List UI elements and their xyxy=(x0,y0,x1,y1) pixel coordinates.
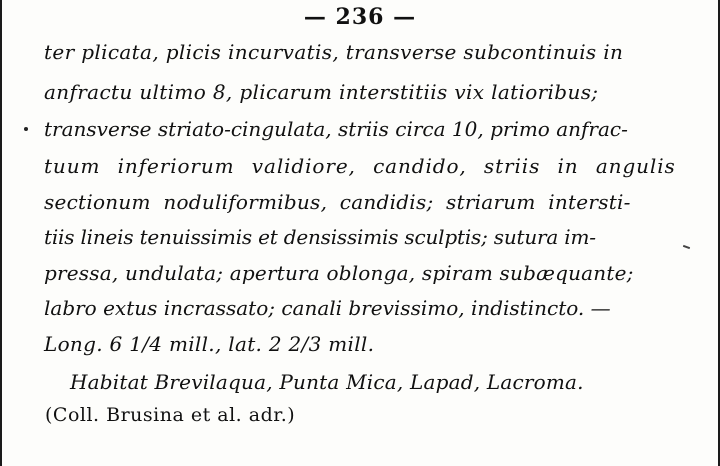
text-line-9: Long. 6 1/4 mill., lat. 2 2/3 mill. xyxy=(44,332,375,356)
text-line-4: tuum inferiorum validiore, candido, striis in angulis xyxy=(44,154,676,178)
text-line-7: pressa, undulata; apertura oblonga, spiram subæquante; xyxy=(44,261,634,285)
page-number: — 236 — xyxy=(303,4,417,30)
margin-mark xyxy=(683,245,690,249)
margin-bullet xyxy=(24,127,28,131)
habitat-line: Habitat Brevilaqua, Punta Mica, Lapad, Lacroma. xyxy=(70,370,584,394)
text-line-5: sectionum noduliformibus, candidis; striarum intersti- xyxy=(44,190,631,214)
page-border-left xyxy=(0,0,2,466)
text-line-8: labro extus incrassato; canali brevissimo, indistincto. — xyxy=(44,296,611,320)
text-line-3: transverse striato-cingulata, striis circa 10, primo anfrac- xyxy=(44,117,628,141)
text-line-1: ter plicata, plicis incurvatis, transverse subcontinuis in xyxy=(44,40,624,64)
collection-line: (Coll. Brusina et al. adr.) xyxy=(45,404,296,426)
text-line-2: anfractu ultimo 8, plicarum interstitiis vix latioribus; xyxy=(44,80,599,104)
text-line-6: tiis lineis tenuissimis et densissimis sculptis; sutura im- xyxy=(44,225,596,249)
